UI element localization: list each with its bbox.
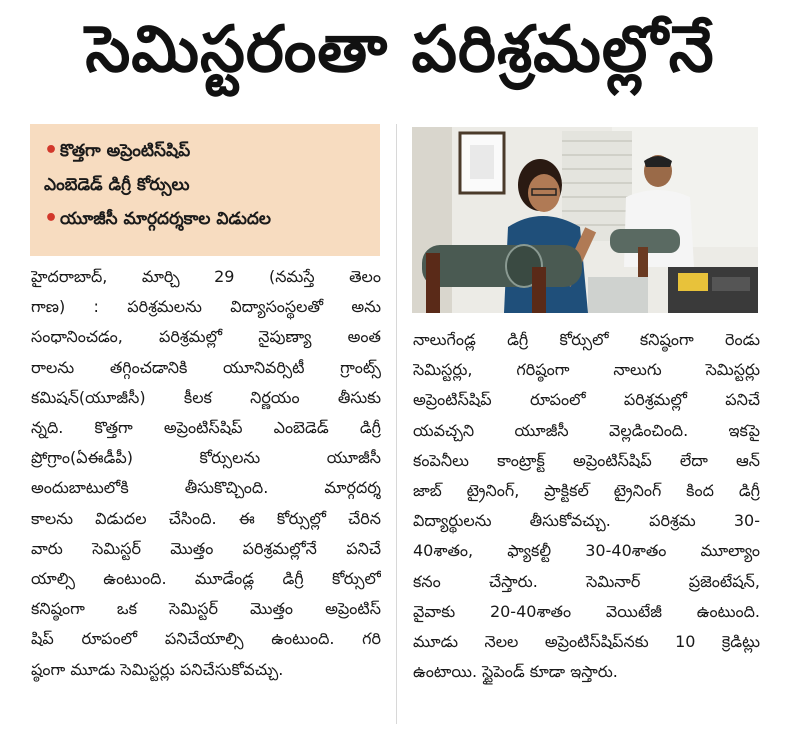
right-column <box>413 325 760 687</box>
text-line: గాణ) : పరిశ్రమలను విద్యాసంస్థలతో అను <box>31 297 381 317</box>
text-line: ఉంటాయి. స్టైపెండ్ కూడా ఇస్తారు. <box>413 662 618 682</box>
left-column <box>31 262 381 685</box>
text-line: ష్ఠంగా మూడు సెమిస్టర్లు పనిచేసుకోవచ్చు. <box>31 659 284 679</box>
news-photo <box>412 127 758 313</box>
text-line: కాలను విడుదల చేసింది. ఈ కోర్సుల్లో చేరిన <box>31 508 381 528</box>
highlights-box <box>30 124 380 256</box>
text-line: విద్యార్థులను తీసుకోవచ్చు. పరిశ్రమ 30- <box>413 511 760 531</box>
highlight-item <box>44 134 366 168</box>
bullet: • <box>44 206 59 231</box>
text-line: హైదరాబాద్, మార్చి 29 (నమస్తే తెలం <box>31 267 381 286</box>
text-line: కమిషన్(యూజీసీ) కీలక నిర్ణయం తీసుకు <box>31 387 381 407</box>
text-line: సెమిస్టర్లు, గరిష్ఠంగా నాలుగు సెమిస్టర్లు <box>413 360 760 380</box>
text-line: వైవాకు 20-40శాతం వెయిటేజీ ఉంటుంది. <box>413 601 760 621</box>
text-line: సంధానించడం, పరిశ్రమల్లో నైపుణ్యా అంత <box>31 327 381 347</box>
column-divider <box>396 124 397 724</box>
text-line: ప్రోగ్రాం(ఏఈడీపీ) కోర్సులను యూజీసీ <box>31 448 381 468</box>
photo-illustration <box>412 127 758 313</box>
text-line: అప్రెంటిస్‌షిప్ రూపంలో పరిశ్రమల్లో పనిచే <box>413 390 760 410</box>
text-line: జాబ్ ట్రైనింగ్, ప్రాక్టికల్ ట్రైనింగ్ కింద డిగ్రీ <box>413 481 760 501</box>
text-line: మూడు నెలల అప్రెంటిస్‌షిప్‌నకు 10 క్రెడిట్లు <box>413 632 760 652</box>
headline: సెమిస్టరంతా పరిశ్రమల్లోనే <box>85 12 715 87</box>
text-line: న్నది. కొత్తగా అప్రెంటిస్‌షిప్ ఎంబెడెడ్ డిగ్రీ <box>31 418 381 438</box>
text-line: రాలను తగ్గించడానికి యూనివర్సిటీ గ్రాంట్స్ <box>31 357 381 377</box>
text-line: షిప్ రూపంలో పనిచేయాల్సి ఉంటుంది. గరి <box>31 629 381 649</box>
text-line: కనం చేస్తారు. సెమినార్ ప్రజెంటేషన్, <box>413 571 760 591</box>
text-line: కంపెనీలు కాంట్రాక్ట్ అప్రెంటిస్‌షిప్ లేదా ఆన్ <box>413 450 760 470</box>
highlight-text: కొత్తగా అప్రెంటిస్‌షిప్ <box>60 141 191 161</box>
highlight-item <box>44 202 366 236</box>
text-line: అందుబాటులోకి తీసుకొచ్చింది. మార్గదర్శ <box>31 478 381 498</box>
text-line: యవచ్చని యూజీసీ వెల్లడించింది. ఇకపై <box>413 420 760 440</box>
highlight-item <box>44 168 366 202</box>
text-line: కనిష్ఠంగా ఒక సెమిస్టర్ మొత్తం అప్రెంటిస్ <box>31 599 381 619</box>
bullet: • <box>44 138 59 163</box>
highlight-text: యూజీసీ మార్గదర్శకాల విడుదల <box>60 209 271 229</box>
highlight-text: ఎంబెడెడ్ డిగ్రీ కోర్సులు <box>44 175 190 195</box>
text-line: యాల్సి ఉంటుంది. మూడేండ్ల డిగ్రీ కోర్సులో <box>31 569 381 589</box>
text-line: 40శాతం, ఫ్యాకల్టీ 30-40శాతం మూల్యాం <box>413 541 760 561</box>
text-line: వారు సెమిస్టర్ మొత్తం పరిశ్రమల్లోనే పనిచే <box>31 538 381 558</box>
text-line: నాలుగేండ్ల డిగ్రీ కోర్సులో కనిష్ఠంగా రెండు <box>413 330 760 349</box>
